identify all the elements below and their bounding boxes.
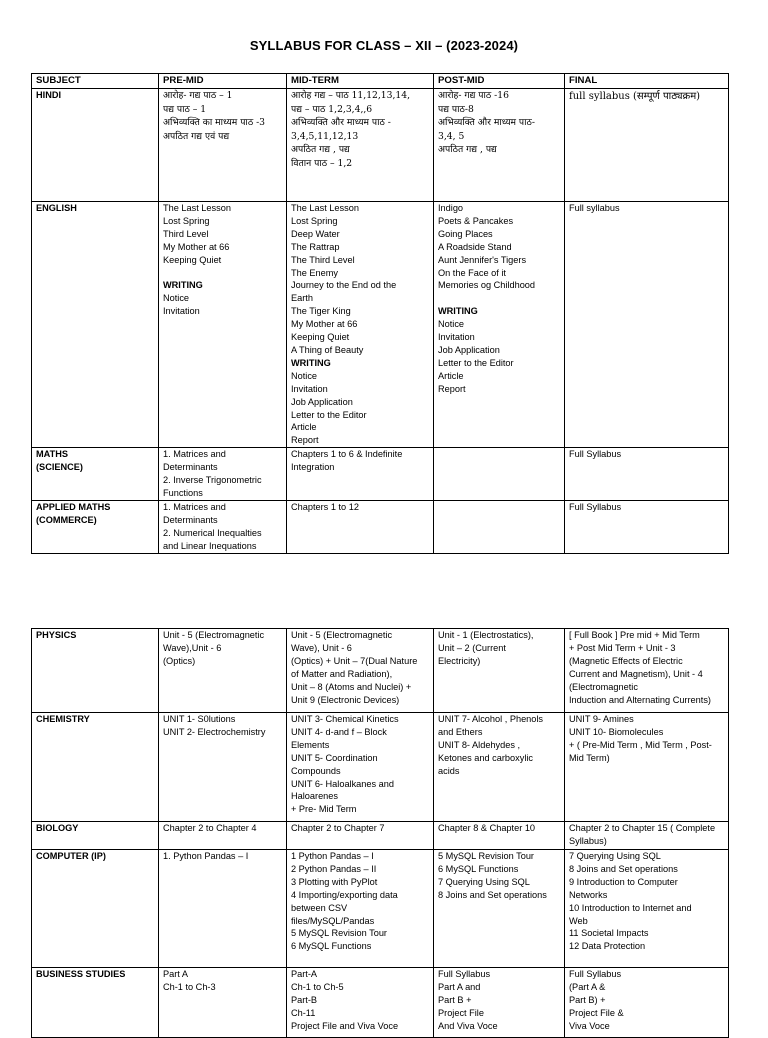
cell-line: Unit – 8 (Atoms and Nuclei) +	[291, 681, 412, 692]
cell-line: Unit – 2 (Current	[438, 642, 506, 653]
cell-subject	[32, 822, 159, 850]
cell-line: Unit - 5 (Electromagnetic	[291, 630, 393, 640]
cell-line: Project File &	[569, 1007, 624, 1018]
cell-line: Full Syllabus	[569, 502, 622, 513]
cell-premid	[159, 822, 287, 850]
cell-line: 11 Societal Impacts	[569, 928, 649, 939]
cell-line: ENGLISH	[36, 203, 77, 213]
cell-line: Lost Spring	[163, 215, 210, 226]
cell-midterm	[287, 968, 434, 1038]
cell-line: Ketones and carboxylic	[438, 752, 533, 763]
header-premid: PRE-MID	[159, 74, 287, 89]
cell-line: Aunt Jennifer's Tigers	[438, 254, 527, 265]
cell-line: And Viva Voce	[438, 1020, 498, 1031]
cell-line: [ Full Book ] Pre mid + Mid Term	[569, 630, 700, 640]
cell-line: UNIT 4- d-and f – Block	[291, 726, 387, 737]
cell-line: Functions	[163, 487, 203, 498]
cell-line: A Roadside Stand	[438, 241, 512, 252]
cell-line: वितान पाठ – 1,2	[291, 157, 353, 169]
cell-line: (Part A &	[569, 981, 606, 992]
cell-line: Project File	[438, 1007, 484, 1018]
cell-line: Unit - 5 (Electromagnetic	[163, 630, 265, 640]
cell-premid	[159, 629, 287, 713]
cell-premid	[159, 202, 287, 448]
cell-line: WRITING	[163, 280, 203, 291]
cell-line: Web	[569, 915, 588, 926]
cell-line: 1. Python Pandas – I	[163, 851, 249, 861]
cell-line: Indigo	[438, 203, 464, 213]
cell-line: MATHS	[36, 449, 68, 460]
cell-line: पद्य पाठ-8	[438, 103, 474, 115]
cell-line: 5 MySQL Revision Tour	[291, 928, 387, 939]
cell-line: Third Level	[163, 228, 209, 239]
cell-line: Full Syllabus	[569, 449, 622, 460]
cell-line: Part B) +	[569, 994, 606, 1005]
cell-line: Report	[291, 435, 319, 446]
cell-premid	[159, 850, 287, 968]
cell-line: 2 Python Pandas – II	[291, 863, 377, 874]
cell-subject	[32, 850, 159, 968]
cell-postmid	[434, 202, 565, 448]
cell-line: WRITING	[438, 306, 478, 317]
table-row	[32, 89, 729, 202]
cell-line: (Optics) + Unit – 7(Dual Nature	[291, 655, 418, 666]
cell-line: Memories og Childhood	[438, 280, 536, 291]
cell-line: My Mother at 66	[163, 241, 230, 252]
header-final: FINAL	[565, 74, 729, 89]
cell-line: (COMMERCE)	[36, 515, 97, 526]
cell-line: UNIT 2- Electrochemistry	[163, 726, 266, 737]
cell-line: UNIT 7- Alcohol , Phenols	[438, 714, 544, 724]
cell-line: BIOLOGY	[36, 823, 79, 833]
cell-line: Compounds	[291, 765, 341, 776]
cell-line: आरोह गद्य – पाठ 11,12,13,14,	[291, 90, 411, 101]
cell-line: अपठित गद्य , पद्य	[291, 144, 350, 155]
table-row	[32, 202, 729, 448]
cell-line: 9 Introduction to Computer	[569, 876, 678, 887]
cell-line: Lost Spring	[291, 215, 338, 226]
table-row	[32, 968, 729, 1038]
cell-line: The Tiger King	[291, 306, 351, 317]
cell-postmid	[434, 968, 565, 1038]
cell-line: पद्य – पाठ 1,2,3,4,,6	[291, 103, 373, 115]
cell-line: Part-A	[291, 969, 318, 979]
cell-line: UNIT 1- S0lutions	[163, 714, 236, 724]
cell-line: Ch-1 to Ch-5	[291, 981, 344, 992]
cell-line: 2. Numerical Inequalties	[163, 528, 262, 539]
cell-line: Article	[291, 422, 317, 433]
cell-final	[565, 713, 729, 822]
table-row	[32, 822, 729, 850]
cell-line: files/MySQL/Pandas	[291, 915, 375, 926]
cell-line: Current and Magnetism), Unit - 4	[569, 668, 703, 679]
cell-midterm	[287, 713, 434, 822]
cell-line: The Rattrap	[291, 241, 340, 252]
cell-line: Viva Voce	[569, 1020, 610, 1031]
cell-line: Project File and Viva Voce	[291, 1020, 399, 1031]
cell-line: अपठित गद्य एवं पद्य	[163, 130, 230, 142]
cell-line: Keeping Quiet	[163, 254, 222, 265]
cell-line: Invitation	[438, 332, 475, 343]
cell-final	[565, 629, 729, 713]
cell-line: Induction and Alternating Currents)	[569, 694, 711, 705]
cell-line: अपठित गद्य , पद्य	[438, 144, 497, 155]
cell-line: (Magnetic Effects of Electric	[569, 655, 683, 666]
table-row	[32, 713, 729, 822]
header-postmid: POST-MID	[434, 74, 565, 89]
cell-midterm	[287, 89, 434, 202]
cell-midterm	[287, 850, 434, 968]
cell-line: Ch-1 to Ch-3	[163, 981, 216, 992]
cell-line: UNIT 8- Aldehydes ,	[438, 739, 521, 750]
cell-line: 8 Joins and Set operations	[569, 863, 678, 874]
cell-postmid	[434, 448, 565, 501]
cell-postmid	[434, 850, 565, 968]
cell-line: पद्य पाठ – 1	[163, 103, 207, 115]
syllabus-table-part1	[31, 73, 729, 554]
cell-line: Determinants	[163, 462, 218, 473]
cell-line: and Linear Inequations	[163, 540, 257, 551]
cell-line: Wave),Unit - 6	[163, 642, 222, 653]
cell-line: 3 Plotting with PyPlot	[291, 876, 378, 887]
cell-line: The Last Lesson	[163, 203, 231, 213]
cell-subject	[32, 713, 159, 822]
cell-line: Wave), Unit - 6	[291, 642, 352, 653]
header-midterm: MID-TERM	[287, 74, 434, 89]
cell-line: Report	[438, 383, 466, 394]
cell-line: Full Syllabus	[569, 969, 622, 979]
cell-subject	[32, 448, 159, 501]
cell-premid	[159, 448, 287, 501]
cell-postmid	[434, 629, 565, 713]
cell-line: UNIT 10- Biomolecules	[569, 726, 664, 737]
cell-line: आरोह- गद्य पाठ -16	[438, 90, 509, 101]
cell-line: Chapters 1 to 12	[291, 502, 359, 513]
cell-line: (Optics)	[163, 655, 196, 666]
cell-line: Chapter 2 to Chapter 15 ( Complete	[569, 823, 716, 833]
cell-line: Going Places	[438, 228, 493, 239]
cell-line: अभिव्यक्ति का माध्यम पाठ -3	[163, 117, 266, 128]
cell-line: 3,4, 5	[438, 130, 465, 142]
cell-line: आरोह- गद्य पाठ – 1	[163, 90, 233, 101]
document-title: SYLLABUS FOR CLASS – XII – (2023-2024)	[249, 38, 519, 53]
cell-line: UNIT 6- Haloalkanes and	[291, 778, 394, 789]
cell-line: Part A and	[438, 981, 481, 992]
cell-postmid	[434, 822, 565, 850]
cell-line: The Last Lesson	[291, 203, 359, 213]
cell-midterm	[287, 822, 434, 850]
cell-line: My Mother at 66	[291, 319, 358, 330]
cell-line: Deep Water	[291, 228, 340, 239]
cell-line: Electricity)	[438, 655, 481, 666]
cell-line: HINDI	[36, 90, 62, 100]
cell-line: Notice	[438, 319, 465, 330]
cell-line	[163, 267, 283, 280]
cell-line: PHYSICS	[36, 630, 77, 640]
cell-postmid	[434, 501, 565, 554]
cell-line: WRITING	[291, 357, 331, 368]
cell-line: + Pre- Mid Term	[291, 804, 357, 815]
cell-line: Ch-11	[291, 1007, 316, 1018]
cell-line: UNIT 3- Chemical Kinetics	[291, 714, 399, 724]
cell-premid	[159, 89, 287, 202]
cell-line: 12 Data Protection	[569, 941, 646, 952]
cell-line: acids	[438, 765, 460, 776]
cell-line: 8 Joins and Set operations	[438, 889, 547, 900]
cell-line: Full syllabus	[569, 203, 620, 213]
cell-line: Letter to the Editor	[291, 409, 367, 420]
cell-line: UNIT 9- Amines	[569, 714, 634, 724]
cell-final	[565, 968, 729, 1038]
cell-final	[565, 202, 729, 448]
cell-line: 7 Querying Using SQL	[569, 851, 661, 861]
header-subject: SUBJECT	[32, 74, 159, 89]
cell-postmid	[434, 713, 565, 822]
cell-line: Mid Term)	[569, 752, 610, 763]
cell-line: Chapter 2 to Chapter 4	[163, 823, 257, 833]
cell-line: 5 MySQL Revision Tour	[438, 851, 534, 861]
cell-line: Part B +	[438, 994, 472, 1005]
cell-line: CHEMISTRY	[36, 714, 90, 724]
cell-line: अभिव्यक्ति और माध्यम पाठ -	[291, 117, 391, 128]
cell-line: of Matter and Radiation),	[291, 668, 393, 679]
cell-line: The Third Level	[291, 254, 355, 265]
cell-line: Chapter 8 & Chapter 10	[438, 823, 536, 833]
table-header-row	[32, 74, 729, 89]
cell-premid	[159, 501, 287, 554]
cell-line: The Enemy	[291, 267, 338, 278]
cell-line: Notice	[163, 293, 190, 304]
cell-premid	[159, 713, 287, 822]
cell-line: and Ethers	[438, 726, 483, 737]
cell-subject	[32, 968, 159, 1038]
cell-final	[565, 501, 729, 554]
cell-postmid	[434, 89, 565, 202]
cell-line: Unit 9 (Electronic Devices)	[291, 694, 400, 705]
cell-line: + Post Mid Term + Unit - 3	[569, 642, 676, 653]
cell-subject	[32, 202, 159, 448]
cell-midterm	[287, 202, 434, 448]
cell-line: Networks	[569, 889, 608, 900]
cell-line: Invitation	[163, 306, 200, 317]
cell-line: 1. Matrices and	[163, 449, 226, 460]
cell-line: Keeping Quiet	[291, 332, 350, 343]
cell-line: 3,4,5,11,12,13	[291, 130, 359, 142]
table-row	[32, 629, 729, 713]
table-row	[32, 448, 729, 501]
cell-line: Notice	[291, 370, 318, 381]
cell-line: Syllabus)	[569, 835, 607, 846]
cell-final	[565, 448, 729, 501]
cell-midterm	[287, 501, 434, 554]
cell-final	[565, 850, 729, 968]
cell-line: Integration	[291, 462, 335, 473]
cell-subject	[32, 501, 159, 554]
cell-line: Letter to the Editor	[438, 357, 514, 368]
cell-line: Invitation	[291, 383, 328, 394]
table-row	[32, 850, 729, 968]
cell-line: (Electromagnetic	[569, 681, 638, 692]
cell-final	[565, 89, 729, 202]
cell-line: between CSV	[291, 902, 348, 913]
cell-line: 6 MySQL Functions	[291, 941, 372, 952]
cell-line: Chapters 1 to 6 & Indefinite	[291, 449, 403, 460]
cell-line	[438, 292, 561, 305]
cell-line: Determinants	[163, 515, 218, 526]
cell-line: A Thing of Beauty	[291, 344, 364, 355]
cell-midterm	[287, 629, 434, 713]
cell-subject	[32, 629, 159, 713]
cell-line: Job Application	[291, 396, 353, 407]
cell-line: Haloarenes	[291, 791, 338, 802]
cell-subject	[32, 89, 159, 202]
cell-line: Poets & Pancakes	[438, 215, 514, 226]
table-row	[32, 501, 729, 554]
cell-line: Part A	[163, 969, 189, 979]
cell-line: 1. Matrices and	[163, 502, 226, 513]
cell-line: Full Syllabus	[438, 969, 491, 979]
cell-line: full syllabus (सम्पूर्ण पाठ्यक्रम)	[569, 91, 701, 102]
cell-line: APPLIED MATHS	[36, 502, 111, 513]
cell-line: Earth	[291, 293, 313, 304]
cell-line: 1 Python Pandas – I	[291, 851, 374, 861]
cell-line: BUSINESS STUDIES	[36, 969, 126, 979]
cell-line: UNIT 5- Coordination	[291, 752, 378, 763]
cell-line: (SCIENCE)	[36, 462, 83, 473]
cell-line: Unit - 1 (Electrostatics),	[438, 630, 534, 640]
cell-line: 4 Importing/exporting data	[291, 889, 398, 900]
cell-line: 10 Introduction to Internet and	[569, 902, 692, 913]
cell-final	[565, 822, 729, 850]
cell-line: Journey to the End od the	[291, 280, 397, 291]
cell-premid	[159, 968, 287, 1038]
syllabus-table-part2	[31, 628, 729, 1038]
cell-line: Chapter 2 to Chapter 7	[291, 823, 385, 833]
cell-line: Elements	[291, 739, 330, 750]
cell-line: COMPUTER (IP)	[36, 851, 106, 861]
cell-line: 2. Inverse Trigonometric	[163, 475, 262, 486]
cell-line: 7 Querying Using SQL	[438, 876, 530, 887]
cell-midterm	[287, 448, 434, 501]
cell-line: 6 MySQL Functions	[438, 863, 519, 874]
cell-line: + ( Pre-Mid Term , Mid Term , Post-	[569, 739, 712, 750]
cell-line: Article	[438, 370, 464, 381]
cell-line: Job Application	[438, 344, 500, 355]
cell-line: अभिव्यक्ति और माध्यम पाठ-	[438, 117, 535, 128]
cell-line: On the Face of it	[438, 267, 506, 278]
cell-line: Part-B	[291, 994, 318, 1005]
